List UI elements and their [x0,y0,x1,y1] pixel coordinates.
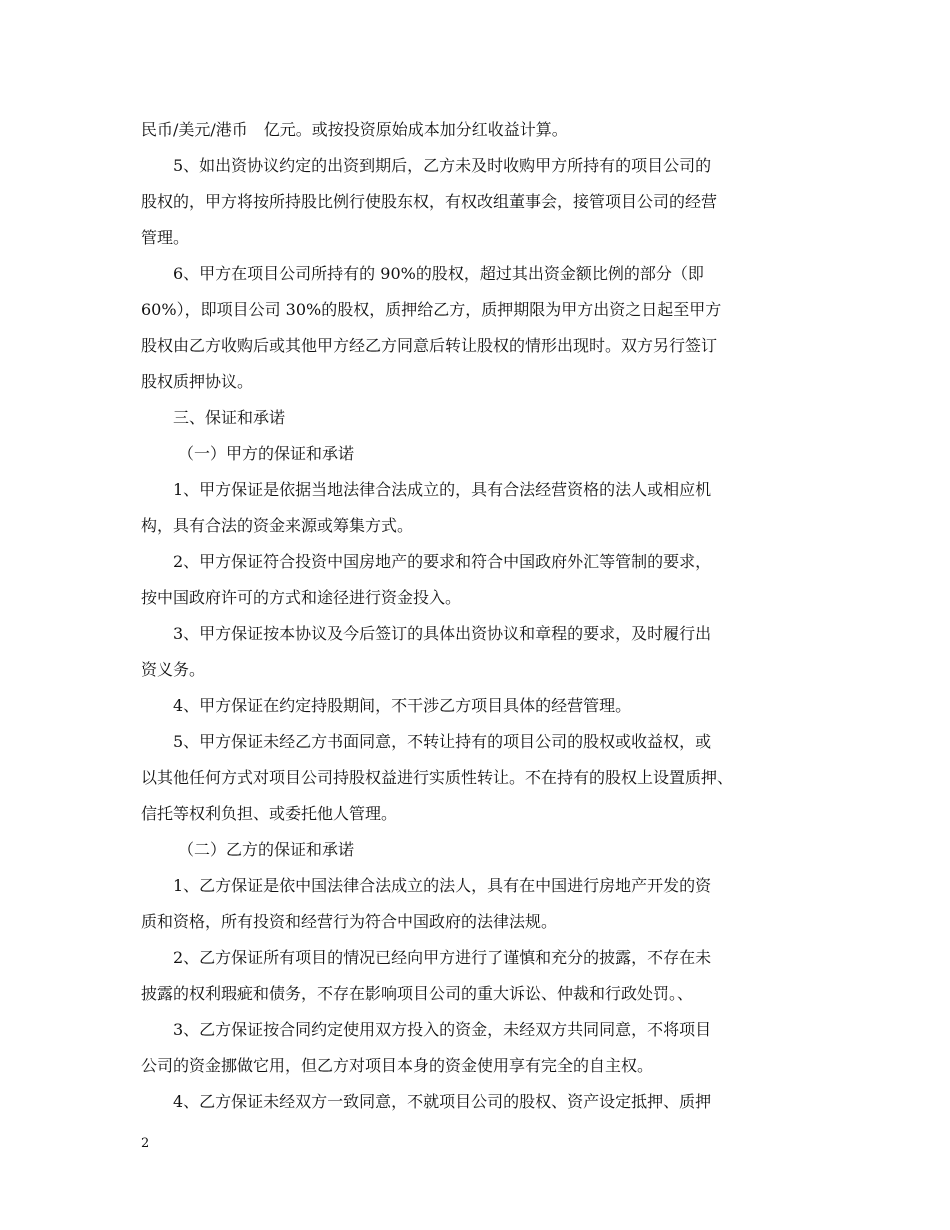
text-line: 质和资格，所有投资和经营行为符合中国政府的法律法规。 [141,912,558,931]
text-line: 3、甲方保证按本协议及今后签订的具体出资协议和章程的要求，及时履行出 [173,624,712,643]
text-line: 公司的资金挪做它用，但乙方对项目本身的资金使用享有完全的自主权。 [141,1056,654,1075]
text-line: 股权质押协议。 [141,372,254,391]
text-line: 信托等权利负担、或委托他人管理。 [141,804,398,823]
text-line: 2、甲方保证符合投资中国房地产的要求和符合中国政府外汇等管制的要求， [173,552,712,571]
subsection-heading: （二）乙方的保证和承诺 [178,840,355,859]
text-line: 2、乙方保证所有项目的情况已经向甲方进行了谨慎和充分的披露，不存在未 [173,948,712,967]
section-heading: 三、保证和承诺 [173,408,286,427]
text-line: 资义务。 [141,660,206,679]
text-line: 5、甲方保证未经乙方书面同意，不转让持有的项目公司的股权或收益权，或 [173,732,712,751]
text-line: 60%），即项目公司 30%的股权，质押给乙方，质押期限为甲方出资之日起至甲方 [141,300,722,319]
text-line: 民币/美元/港币 亿元。或按投资原始成本加分红收益计算。 [141,120,568,139]
subsection-heading: （一）甲方的保证和承诺 [178,444,355,463]
text-line: 4、甲方保证在约定持股期间，不干涉乙方项目具体的经营管理。 [173,696,632,715]
text-line: 股权的，甲方将按所持股比例行使股东权，有权改组董事会，接管项目公司的经营 [141,192,718,211]
text-line: 披露的权利瑕疵和债务，不存在影响项目公司的重大诉讼、仲裁和行政处罚。、 [141,984,694,1003]
document-body [141,112,811,1120]
text-line: 4、乙方保证未经双方一致同意，不就项目公司的股权、资产设定抵押、质押 [173,1092,712,1111]
text-line: 股权由乙方收购后或其他甲方经乙方同意后转让股权的情形出现时。双方另行签订 [141,336,718,355]
text-line: 按中国政府许可的方式和途径进行资金投入。 [141,588,462,607]
text-line: 6、甲方在项目公司所持有的 90%的股权，超过其出资金额比例的部分（即 [173,264,704,283]
text-line: 1、乙方保证是依中国法律合法成立的法人，具有在中国进行房地产开发的资 [173,876,712,895]
text-line: 以其他任何方式对项目公司持股权益进行实质性转让。不在持有的股权上设置质押、 [141,768,734,787]
page-number: 2 [141,1136,150,1151]
text-line: 3、乙方保证按合同约定使用双方投入的资金，未经双方共同同意，不将项目 [173,1020,712,1039]
text-line: 管理。 [141,228,190,247]
text-line: 构，具有合法的资金来源或筹集方式。 [141,516,414,535]
text-line: 5、如出资协议约定的出资到期后，乙方未及时收购甲方所持有的项目公司的 [173,156,712,175]
text-line: 1、甲方保证是依据当地法律合法成立的，具有合法经营资格的法人或相应机 [173,480,712,499]
